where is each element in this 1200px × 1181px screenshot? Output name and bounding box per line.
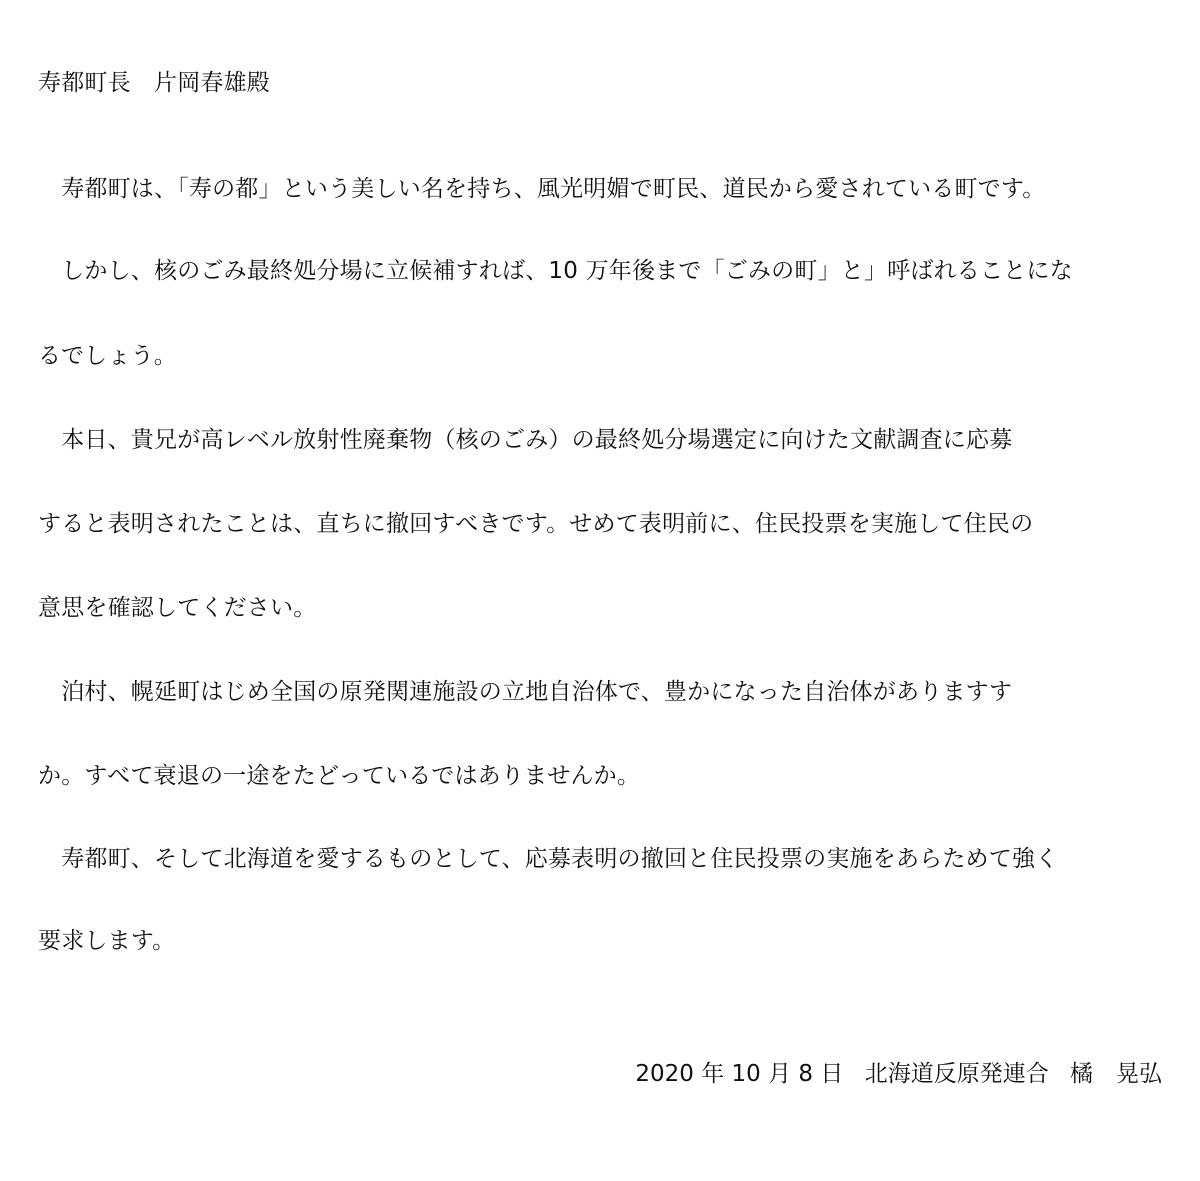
paragraph-2-line-1: しかし、核のごみ最終処分場に立候補すれば、10 万年後まで「ごみの町」と」呼ばれることにな [61, 258, 1073, 284]
signature-name: 橘 晃弘 [1070, 1061, 1162, 1087]
signature-organization: 北海道反原発連合 [864, 1061, 1049, 1087]
paragraph-2-line-2: るでしょう。 [38, 343, 177, 369]
paragraph-3-line-1: 本日、貴兄が高レベル放射性廃棄物（核のごみ）の最終処分場選定に向けた文献調査に応募 [61, 427, 1013, 453]
paragraph-4-line-1: 泊村、幌延町はじめ全国の原発関連施設の立地自治体で、豊かになった自治体がありますす [61, 679, 1013, 705]
addressee: 寿都町長 片岡春雄殿 [38, 70, 270, 96]
paragraph-5-line-2: 要求します。 [38, 928, 176, 954]
paragraph-3-line-3: 意思を確認してください。 [38, 595, 317, 621]
paragraph-3-line-2: すると表明されたことは、直ちに撤回すべきです。せめて表明前に、住民投票を実施して住民の [38, 511, 1034, 537]
signature-line [635, 1059, 1162, 1089]
signature-date: 2020 年 10 月 8 日 [635, 1061, 844, 1087]
paragraph-1-line-1: 寿都町は、「寿の都」という美しい名を持ち、風光明媚で町民、道民から愛されている町です。 [61, 176, 1046, 202]
paragraph-4-line-2: か。すべて衰退の一途をたどっているではありませんか。 [38, 763, 641, 789]
paragraph-5-line-1: 寿都町、そして北海道を愛するものとして、応募表明の撤回と住民投票の実施をあらためて強く [61, 846, 1059, 872]
